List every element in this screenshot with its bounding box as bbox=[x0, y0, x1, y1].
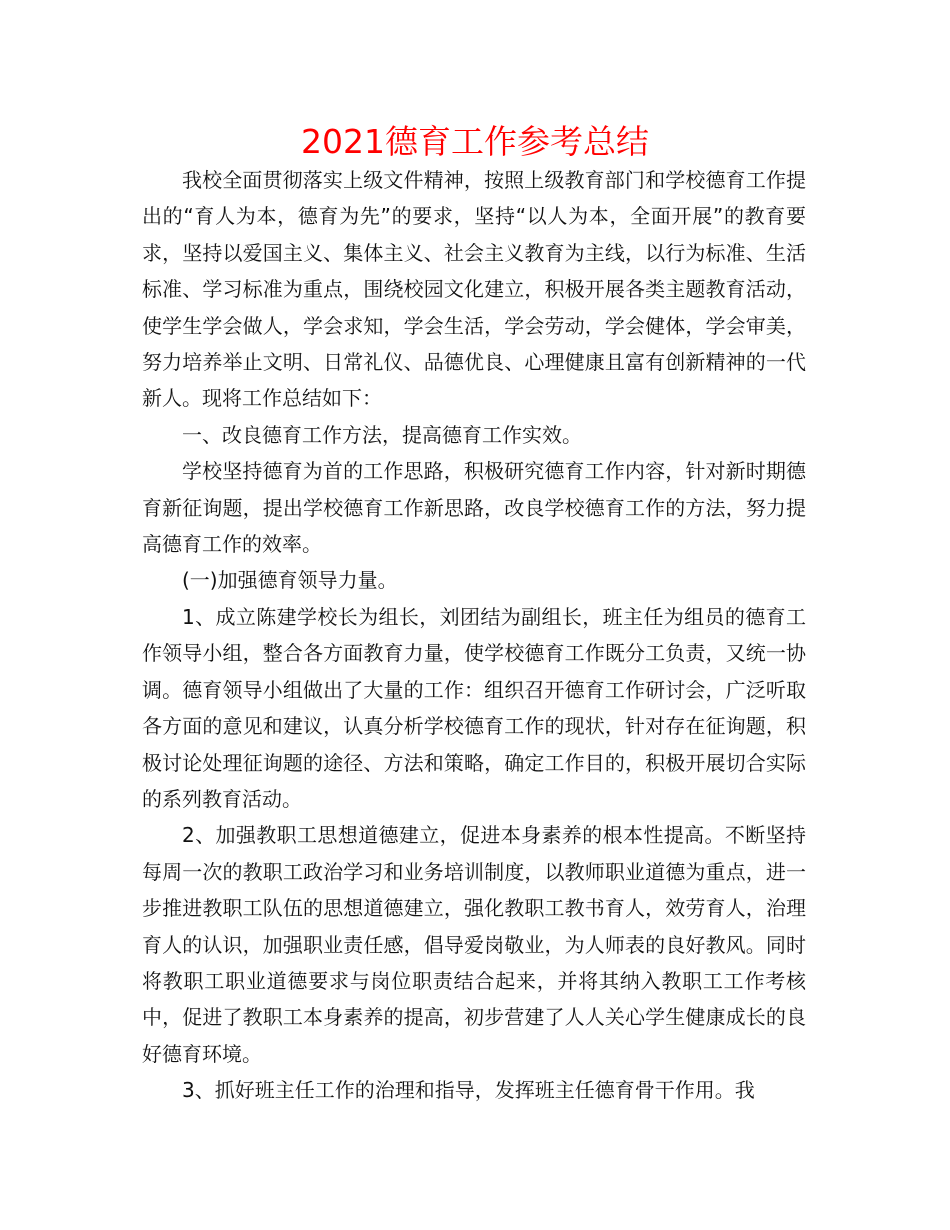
item-1-paragraph: 1、成立陈建学校长为组长，刘团结为副组长，班主任为组员的德育工作领导小组，整合各方面教育力量，使学校德育工作既分工负责，又统一协调。德育领导小组做出了大量的工作：组织召开德育工作研讨会，广泛听取各方面的意见和建议，认真分析学校德育工作的现状，针对存在征询题，积极讨论处理征询题的途径、方法和策略，确定工作目的，积极开展切合实际的系列教育活动。 bbox=[142, 604, 806, 811]
document-body bbox=[142, 162, 806, 1109]
item-2-paragraph: 2、加强教职工思想道德建立，促进本身素养的根本性提高。不断坚持每周一次的教职工政治学习和业务培训制度，以教师职业道德为重点，进一步推进教职工队伍的思想道德建立，强化教职工教书育人，效劳育人，治理育人的认识，加强职业责任感，倡导爱岗敬业，为人师表的良好教风。同时将教职工职业道德要求与岗位职责结合起来，并将其纳入教职工工作考核中，促进了教职工本身素养的提高，初步营建了人人关心学生健康成长的良好德育环境。 bbox=[142, 823, 806, 1066]
document-title: 2021德育工作参考总结 bbox=[301, 122, 649, 161]
section-1-paragraph: 学校坚持德育为首的工作思路，积极研究德育工作内容，针对新时期德育新征询题，提出学校德育工作新思路，改良学校德育工作的方法，努力提高德育工作的效率。 bbox=[142, 459, 806, 557]
subsection-heading-1: (一)加强德育领导力量。 bbox=[182, 568, 398, 593]
section-heading-1: 一、改良德育工作方法，提高德育工作实效。 bbox=[182, 422, 582, 447]
intro-paragraph: 我校全面贯彻落实上级文件精神，按照上级教育部门和学校德育工作提出的“育人为本，德育为先”的要求，坚持“以人为本，全面开展”的教育要求，坚持以爱国主义、集体主义、社会主义教育为主线，以行为标准、生活标准、学习标准为重点，围绕校园文化建立，积极开展各类主题教育活动，使学生学会做人，学会求知，学会生活，学会劳动，学会健体，学会审美，努力培养举止文明、日常礼仪、品德优良、心理健康且富有创新精神的一代新人。现将工作总结如下： bbox=[142, 168, 806, 411]
item-3-paragraph: 3、抓好班主任工作的治理和指导，发挥班主任德育骨干作用。我 bbox=[182, 1078, 755, 1103]
